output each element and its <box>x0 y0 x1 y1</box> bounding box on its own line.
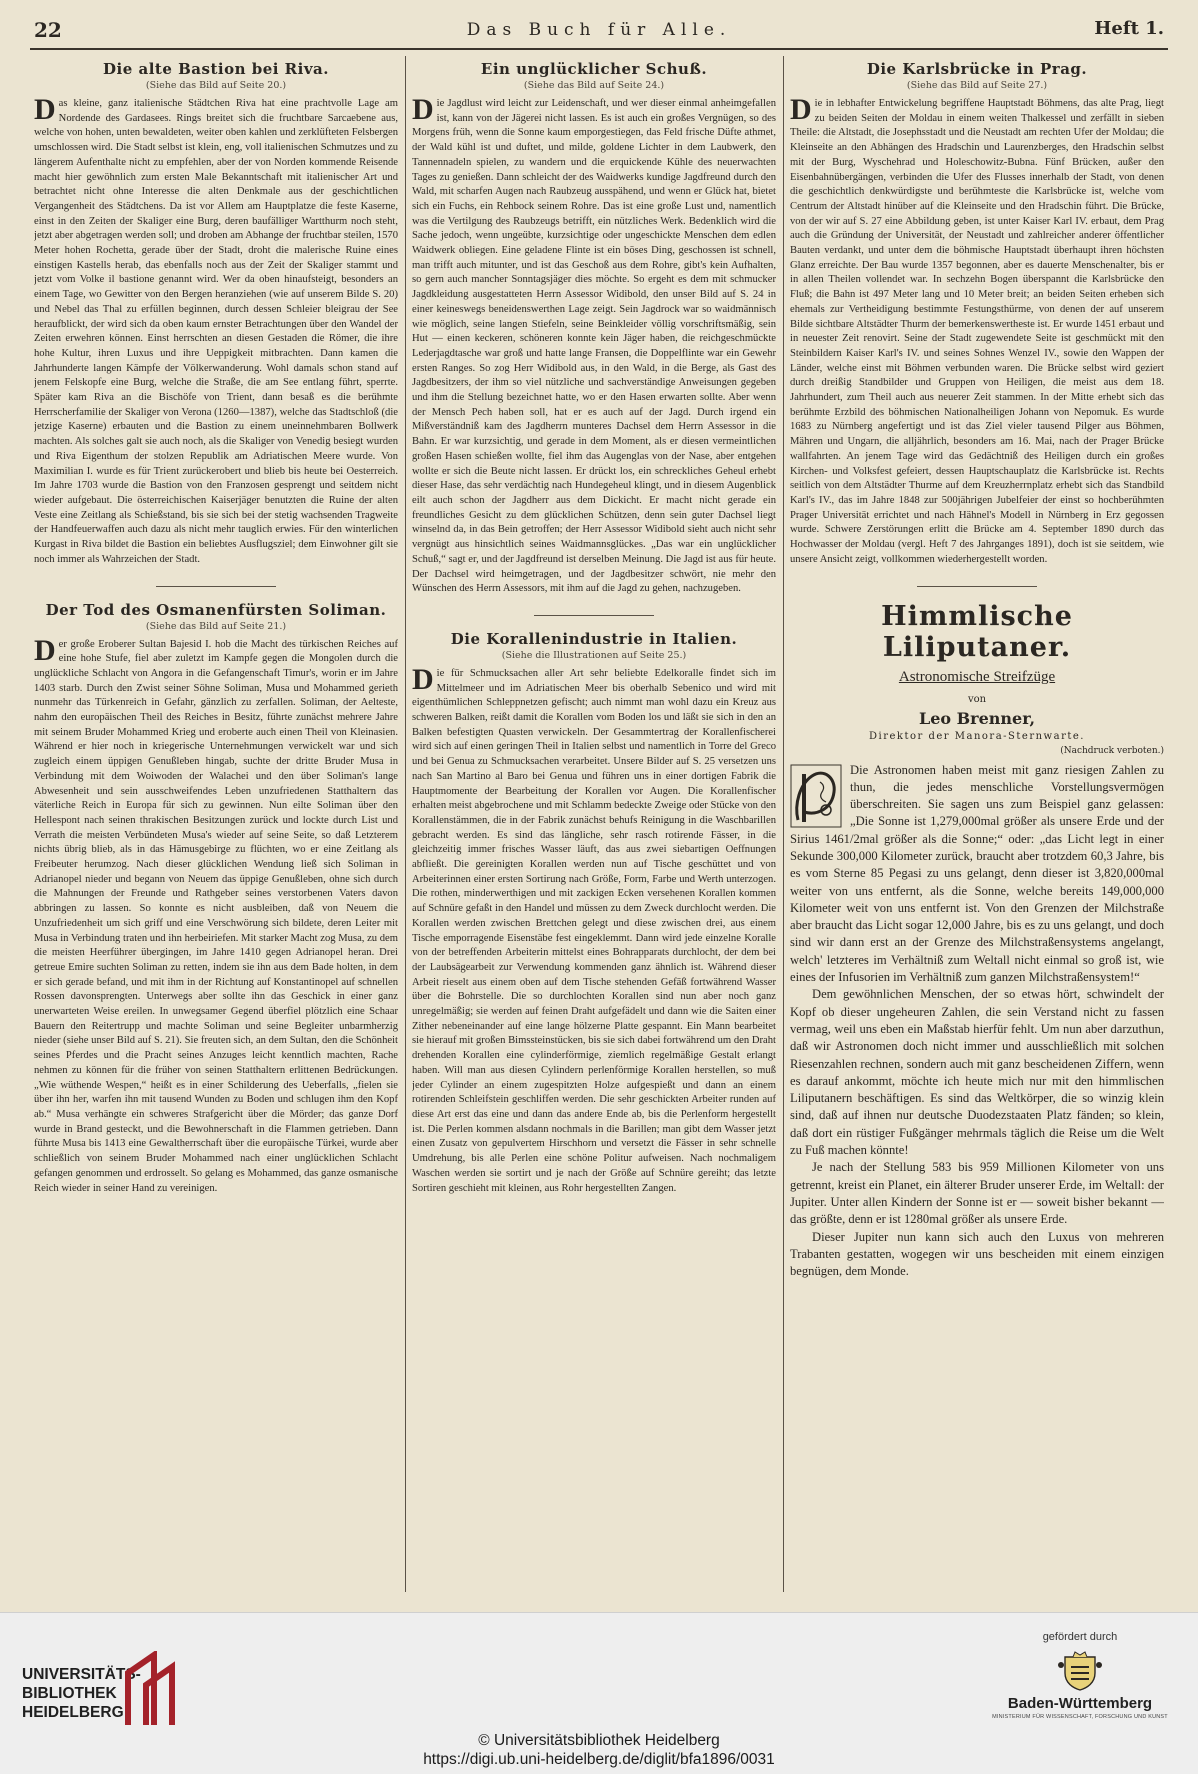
article-body: Die in lebhafter Entwickelung begriffene Hauptstadt Böhmens, das alte Prag, liegt zu beiden Seiten der Moldau in einem weiten Thalkessel und zerfällt in sieben Theile: die Altstadt, die Josephsstadt und die Neustadt am rechten Ufer der Moldau; die Kleinseite an den Abhängen des Hradschin und Laurenzberges, den Hradschin selbst mit der Burg, Wyschehrad und Holeschowitz-Bubna. Fünf Brücken, außer den Eisenbahnübergängen, verbinden die Ufer des Flusses innerhalb der Stadt, von denen die geschichtlich denkwürdigste und berühmteste die Karlsbrücke ist, welche vom Centrum der Altstadt hinüber auf die Kleinseite und den Hradschin führt. Die Brücke, von der wir auf S. 27 eine Abbildung geben, ist unter Kaiser Karl IV. erbaut, dem Prag auch die Gründung der Universität, der Neustadt und zahlreicher anderer öffentlicher Bauten verdankt, und unter dem die böhmische Hauptstadt überhaupt ihren höchsten Glanz erreichte. Der Bau wurde 1357 begonnen, aber es dauerte Menschenalter, bis er in allen Theilen vollendet war. In sechzehn Bogen überspannt die Karlsbrücke den Fluß; die Bahn ist 497 Meter lang und 10 Meter breit; an beiden Seiten erheben sich ehemals zur Vertheidigung bestimmte Festungsthürme, von denen der auf unserem Bilde sichtbare Altstädter Thurm der bemerkenswertheste ist. Er wurde 1451 erbaut und in neuester Zeit renovirt. Seine der Stadt zugewendete Seite ist geschmückt mit den Steinbildern Kaiser Karl's IV. und seines Sohnes Wenzel IV., sowie den Wappen der Länder, welche einst mit Böhmen verbunden waren. Die Brücke selbst wird geziert durch dreißig Standbilder und Gruppen von Heiligen, die meist aus dem 18. Jahrhundert, zum Theil auch aus neuerer Zeit stammen. In der Mitte erhebt sich das berühmte Erzbild des böhmischen Nationalheiligen Johann von Nepomuk. Es wurde 1683 zu Nürnberg angefertigt und ist das Ziel vieler tausend Pilger aus Böhmen, Mähren und Ungarn, die alljährlich, besonders am 16. Mai, nach der Prager Brücke wallfahrten. An jenem Tage wird das Gedächtniß des Heiligen durch ein großes Kirchen- und Volksfest gefeiert, dessen Hauptschauplatz die Karlsbrücke ist. Rechts seitlich von dem Altstädter Thurme auf dem Kreuzherrnplatz erhebt sich das Standbild Karl's IV., das im Jahre 1848 zur 500jährigen Jubelfeier der einst so hochberühmten Prager Universität errichtet und nach Hähnel's Modell in Nürnberg in Erz gegossen wurde. Schwere Zerstörungen erlitt die Brücke am 4. September 1890 durch das Hochwasser der Moldau (vergl. Heft 7 des Jahrganges 1891), doch ist sie seitdem, wie unsere Ansicht zeigt, vollkommen wiederhergestellt worden. <box>790 93 1164 565</box>
feature-title: Himmlische Liliputaner. <box>881 600 1073 663</box>
page-number: 22 <box>34 18 62 42</box>
library-name-line: BIBLIOTHEK <box>22 1685 117 1702</box>
column-divider <box>783 56 784 1592</box>
column-divider <box>405 56 406 1592</box>
article-note: (Siehe das Bild auf Seite 24.) <box>523 80 665 91</box>
article-note: (Siehe das Bild auf Seite 27.) <box>906 80 1048 91</box>
journal-title: Das Buch für Alle. <box>466 20 732 40</box>
article-body: Der große Eroberer Sultan Bajesid I. hob die Macht des türkischen Reiches auf eine hohe Stufe, fiel aber zuletzt im Kampfe gegen die Mongolen durch die unglückliche Schlacht von Angora in die Gefangenschaft Timur's, worin er im Jahre 1403 starb. Durch den Zwist seiner Söhne Soliman, Musa und Mohammed gerieth nunmehr das Türkenreich in Gefahr, gänzlich zu zerfallen. Soliman, der Aelteste, nahm den europäischen Theil des Reiches in Besitz, führte zunächst mehrere Jahre mit seinem Bruder Mohammed Krieg und eroberte auch einen Theil von Kleinasien. Während er hier noch in kriegerische Unternehmungen verwickelt war und sich zugleich einem üppigen Genußleben hingab, suchte der dritte Bruder Musa in Verbindung mit dem Woiwoden der Walachei und den über Soliman's lange Abwesenheit und sein ausschweifendes Leben unzufriedenen Statthaltern das väterliche Reich in Europa für sich zu gewinnen. Nun eilte Soliman über den Hellespont nach seinen thrakischen Besitzungen zurück und lockte durch List und Verrath die meisten Verbündeten Musa's wieder auf seine Seite, so daß Letzterem nichts übrig blieb, als in das Hämusgebirge zu flüchten, wo er eine Zeitlang als Freibeuter herumzog. Nach dieser glücklichen Wendung ließ sich Soliman in Adrianopel nieder und begann von Neuem das üppige Genußleben, ohne sich durch die Mahnungen der Freunde und Rathgeber seines verstorbenen Vaters davon abbringen zu lassen. So konnte es nicht ausbleiben, daß von Neuem die Unzufriedenheit um sich griff und eine Verschwörung sich bildete, deren Leiter mit Musa in Verbindung traten und ihn herbeiriefen. Mit starker Macht zog Musa, zu dem die meisten Heerführer übergingen, im Jahre 1410 gegen Adrianopel heran. Drei getreue Emire suchten Soliman zu retten, indem sie ihn aus dem Bade holten, in dem er sich gerade befand, und mit ihm in der Richtung auf Konstantinopel auf schnellen Rossen davonsprengten. Unterwegs aber sollte ihn das Geschick in einer ganz unerwarteten Weise ereilen. In unwegsamer Gegend überfiel plötzlich eine Schaar Bauern den Reitertrupp und machte Soliman und seine Begleiter unbarmherzig nieder (siehe unser Bild auf S. 21). Sie freuten sich, an dem Sultan, den die Schönheit seines Pferdes und die Pracht seines Anzuges leicht kenntlich machten, Rache nehmen zu können für die früher von seinen Statthaltern erlittenen Bedrückungen. „Wie wüthende Wespen,“ heißt es in einer Schilderung des Ueberfalls, „fielen sie über ihn her, warfen ihn mit tausend Wunden zu Boden und schlugen ihm den Kopf ab.“ Musa verhängte ein schweres Strafgericht über die Mörder; das ganze Dorf wurde in Brand gesteckt, und die Bewohnerschaft in die Flammen getrieben. Dann führte Musa bis 1413 eine Gewaltherrschaft über die europäische Türkei, wurde aber schließlich von seinem Bruder Mohammed nach einer unglücklichen Schlacht gefangen genommen und erdrosselt. So gelang es Mohammed, das ganze osmanische Reich wieder in seiner Hand zu vereinigen. <box>34 633 398 1194</box>
section-separator <box>534 615 654 616</box>
copyright-block <box>0 1731 1198 1769</box>
article-korallen <box>412 630 776 1196</box>
author-name: Leo Brenner, <box>918 708 1036 728</box>
library-footer <box>0 1612 1198 1774</box>
sponsor-name: Baden-Württemberg <box>1007 1695 1153 1712</box>
paragraph: Die Astronomen haben meist mit ganz riesigen Zahlen zu thun, die jedes menschliche Vorstellungsvermögen überschreiten. Sie sagen uns zum Beispiel ganz gelassen: „Die Sonne ist 1,279,000mal größer als unsere Erde und der Sirius 1461/2mal größer als die Sonne;“ oder: „das Licht legt in einer Sekunde 300,000 Kilometer zurück, braucht aber trotzdem 60,3 Jahre, bis es vom Sterne 85 Pegasi zu uns gelangt, denn dieser ist 3,820,000mal weiter von uns entfernt, als die Sonne, welche bereits 149,000,000 Kilometer weit von uns entfernt ist. Von den Grenzen der Milchstraße aber braucht das Licht sogar 12,000 Jahre, bis es zu uns gelangt, und doch sind wir dann erst an der Grenze des Milchstraßensystems angelangt, welch' letzteres im Verhältniß zum Weltall nicht einmal so groß ist, wie eines der Infusorien im Verhältniß zum ganzen Milchstraßensystem!“ <box>790 762 1164 985</box>
library-name-line: HEIDELBERG <box>22 1704 124 1721</box>
source-url[interactable]: https://digi.ub.uni-heidelberg.de/diglit/bfa1896/0031 <box>423 1751 775 1768</box>
page-header <box>30 14 1168 50</box>
reprint-notice: (Nachdruck verboten.) <box>1060 745 1164 756</box>
issue-label: Heft 1. <box>1094 18 1164 39</box>
article-body: Die Jagdlust wird leicht zur Leidenschaft, und wer dieser einmal anheimgefallen ist, kann von der Jägerei nicht lassen. Es ist auch ein großes Vergnügen, so des Morgens früh, wenn die Sonne kaum emporgestiegen, das Feld frische Düfte athmet, der Wald kühl ist und duftet, und milde, goldene Lichter in dem Laubwerk, den Tannennadeln spielen, zu wandern und die erquickende Kühle des neuerwachten Tages zu genießen. Dann schleicht der des Waidwerks kundige Jagdfreund durch den Wald, mit scharfen Augen nach Raubzeug ausspähend, und wenn er Glück hat, bietet sich ein Fuchs, ein Rehbock seinem Rohre. Das ist eine große Lust und, namentlich was die Vertilgung des Raubzeugs betrifft, ein nützliches Werk. Bedenklich wird die Sache jedoch, wenn ungeübte, kurzsichtige oder ungeschickte Menschen dem edlen Waidwerk obliegen. Eine geladene Flinte ist ein böses Ding, geschossen ist schnell, man trifft auch mitunter, und ist das Geschoß aus dem Rohre, gibt's kein Aufhalten, so gern auch mancher Sonntagsjäger dies möchte. So ergeht es dem mit schmucker Jagdkleidung ausgestatteten Herrn Assessor Widibold, den unser Bild auf S. 24 in einer keineswegs beneidenswerthen Lage zeigt. Sein Jagdrock war so waidmännisch wie möglich, seine langen Stiefeln, seine Beinkleider völlig vorschriftsmäßig, sein Hut — einen keckeren, schöneren konnte kein Jäger haben, die reichgeschmückte Lederjagdtasche war groß und hatte lange Fransen, die Doppelflinte war ein Gewehr ersten Ranges. So zog Herr Widibold aus, in den Wald, in die Berge, als Gast des Jagdbesitzers, der ihm so viel nützliche und sachverständige Anweisungen gegeben und ihm die Stellung bezeichnet hatte, wo er den Hasen erwarten sollte. Aber wenn der Mensch Pech haben soll, hat er es auch auf der Jagd. Durch irgend ein Mißverständniß kam des Jagdherrn munteres Dachsel dem Herrn Assessor in die Bahn. Er war kurzsichtig, und gerade in dem Moment, als er diesen vermeintlichen großen Hasen schießen wollte, fiel ihm das Augenglas von der Nase, aber entgehen wollte er sich die Beute nicht lassen. Er drückt los, ein schreckliches Geheul erhebt dieser Hase, das sehr verdächtig nach Hundegeheul klingt, und in diesem Augenblick eilt auch schon der Jagdherr aus dem Dickicht. Er macht nicht gerade ein freundliches Gesicht zu dem glücklichen Schützen, denn sein guter Dachsel liegt winselnd da, in das Bein getroffen; der Herr Assessor Widibold sieht auch nicht sehr vergnügt aus hinsichtlich seines Waidmannsglückes. „Das war ein unglücklicher Schuß,“ sagt er, und der Jagdfreund ist derselben Meinung. Die Jagd ist aus für heute. Der Dachsel wird heimgetragen, und der Jagdbesitzer schwört, nie mehr den Wünschen des Herrn Assessors, mit ihm auf die Jagd zu gehen, nachzugeben. <box>412 93 776 595</box>
paragraph: Je nach der Stellung 583 bis 959 Millionen Kilometer von uns getrennt, kreist ein Planet, ein älterer Bruder unserer Erde, im Weltall: der Jupiter. Unter allen Kindern der Sonne ist er — soweit bisher bekannt — das größte, denn er ist 1280mal größer als unsere Erde. <box>790 1160 1164 1227</box>
author-role: Direktor der Manora-Sternwarte. <box>869 730 1085 742</box>
article-riva <box>34 60 398 568</box>
library-logo-icon <box>124 1651 182 1727</box>
article-liliputaner <box>790 601 1164 1281</box>
article-note: (Siehe das Bild auf Seite 20.) <box>145 80 287 91</box>
paragraph: Dem gewöhnlichen Menschen, der so etwas hört, schwindelt der Kopf ob dieser ungeheuren Zahlen, die sein Verstand nicht zu fassen vermag, weil uns eben ein Maßstab hierfür fehlt. Um nun aber darzuthun, daß wir Astronomen doch nicht immer und ausschließlich mit solchen Riesenzahlen rechnen, sondern auch mit ganz bescheidenen Ziffern, wenn es darauf ankommt, möchte ich heute mich nur mit den himmlischen Liliputanern beschäftigen. Es sind das Weltkörper, die so winzig klein sind, daß auf ihnen nur deutsche Duodezstaaten Platz fänden; so klein, daß dort ein rüstiger Fußgänger mehrmals täglich die Reise um die Welt zu Fuß machen könnte! <box>790 987 1164 1158</box>
copyright-text: © Universitätsbibliothek Heidelberg <box>478 1732 720 1749</box>
feature-body <box>790 762 1164 1281</box>
sponsor-block <box>990 1631 1170 1720</box>
byline-von: von <box>967 693 987 705</box>
article-title: Ein unglücklicher Schuß. <box>480 60 708 78</box>
article-soliman <box>34 601 398 1197</box>
article-note: (Siehe die Illustrationen auf Seite 25.) <box>501 649 687 661</box>
column-middle <box>412 56 776 1592</box>
article-schuss <box>412 60 776 597</box>
state-crest-icon <box>1057 1651 1103 1691</box>
section-separator <box>917 586 1037 587</box>
article-title: Die Korallenindustrie in Italien. <box>450 629 738 648</box>
article-title: Die alte Bastion bei Riva. <box>103 60 329 78</box>
article-body: Das kleine, ganz italienische Städtchen Riva hat eine prachtvolle Lage am Nordende des Gardasees. Rings breitet sich die fruchtbare Sarcaebene aus, welche von hohen, unten bewaldeten, weiter oben kahlen und zerklüfteten Felsbergen umschlossen wird. Die Stadt selbst ist klein, eng, voll italienischen Schmutzes und zu längerem Aufenthalte nicht zu empfehlen, aber der von Norden kommende Reisende macht hier gewöhnlich zum ersten Male Bekanntschaft mit italienischer Art und betrachtet nicht ohne Interesse die alten Denkmale aus der geschichtlichen Vergangenheit des Städtchens. Da ist vor Allem am Hauptplatze die feste Kaserne, einst in den Zeiten der Skaliger eine Burg, deren baufälliger Wartthurm noch steht, jetzt aber abgetragen werden soll; und droben am Abhange der fruchtbar steilen, 1570 Meter hohen Rochetta, gerade über der Stadt, droht die malerische Ruine eines einstigen Kastells herab, das ebenfalls noch aus der Zeit der Skaliger stammt und jetzt vom Volke il bastione genannt wird. Wer da oben hinaufsteigt, besonders an einem Tage, wo Gewitter von den Bergen heranziehen (wie auf unserem Bilde S. 20) und Nebel das Thal zu erfüllen beginnen, durch dessen Schleier bleigrau der See heraufblickt, der wird sich da oben kaum ernster Betrachtungen über den Wandel der Zeiten erwehren können. Einst herrschten an diesen Gestaden die Römer, die ihre hohe Kultur, ihren Luxus und ihre Ueppigkeit mitbrachten. Dann kamen die Jahrhunderte langen Kämpfe der Völkerwanderung. Wohl damals schon stand auf jenem Felskopfe eine Burg, welche die Straße, die am See entlang führt, sperrte. Später kam Riva an die Bischöfe von Trient, dann besaß es die berühmte Herrscherfamilie der Skaliger von Verona (1260—1387), welche das Stadtschloß (die jetzige Kaserne) erbauten und die Bastion zu einem uneinnehmbaren Bollwerk machten. Als solches galt sie auch noch, als die Skaliger von Venedig besiegt wurden und Riva Eigenthum der stolzen Republik am Adriatischen Meere wurde. Von Maximilian I. wurde es für Trient zurückerobert und blieb bis heute bei Oesterreich. Im Jahre 1703 wurde die Bastion von den Franzosen gesprengt und seitdem nicht wieder aufgebaut. Die österreichischen Kaiserjäger benutzten die Ruine der alten Veste eine Zeitlang als Schießstand, bis sie sich bei der stetig wachsenden Tragweite der Handfeuerwaffen auch dazu als nicht mehr tauglich erwies. Für den winterlichen Kurgast in Riva bildet die Bastion ein beliebtes Ausflugsziel; dem Einwohner gilt sie noch immer als Wahrzeichen der Stadt. <box>34 93 398 565</box>
column-left <box>34 56 398 1592</box>
section-separator <box>156 586 276 587</box>
article-title: Die Karlsbrücke in Prag. <box>866 60 1088 78</box>
feature-subtitle: Astronomische Streifzüge <box>898 668 1056 685</box>
column-right <box>790 56 1164 1592</box>
paragraph: Dieser Jupiter nun kann sich auch den Luxus von mehreren Trabanten gestatten, wogegen wir uns bescheiden mit einem einzigen begnügen, dem Monde. <box>790 1229 1164 1279</box>
library-name-line: UNIVERSITÄTS- <box>22 1666 141 1683</box>
sponsor-label: gefördert durch <box>1042 1631 1118 1643</box>
ornamental-initial-icon <box>790 764 842 828</box>
article-title: Der Tod des Osmanenfürsten Soliman. <box>45 600 387 619</box>
ministry-name: MINISTERIUM FÜR WISSENSCHAFT, FORSCHUNG UND KUNST <box>992 1714 1168 1720</box>
article-body: Die für Schmucksachen aller Art sehr beliebte Edelkoralle findet sich im Mittelmeer und im Adriatischen Meer bis oberhalb Sebenico und wird mit eigenthümlichen Schleppnetzen gefischt; auch nimmt man wohl dazu ein Kreuz aus schweren Balken, reißt damit die Korallen vom Boden los und läßt sie sich in den an Balken befestigten Quasten verwickeln. Der Gesammtertrag der Korallenfischerei wird sich auf einen geringen Theil in Italien selbst und namentlich in Torre del Greco und bei Genua zu Schmucksachen verarbeitet. Unsere Bilder auf S. 25 versetzen uns nach San Martino al Baro bei Genua und führen uns in einer dortigen Fabrik die Hauptmomente der Bearbeitung der Korallen vor Augen. Die Korallenfischer erhalten meist abgebrochene und mit Schlamm bedeckte Zweige oder Stücke von den Korallenstämmen, die in der Fabrik zunächst behufs Reinigung in die Waschbarillen gebracht werden. Es sind das längliche, sehr rasch rotirende Fässer, in die gleichzeitig immer frisches Wasser läuft, das aus zwei siebartigen Oeffnungen abfließt. Die gereinigten Korallen werden nun auf Tische geschüttet und von Arbeiterinnen einer ersten Sortirung nach Größe, Form, Farbe und Werth unterzogen. Die rothen, minderwerthigen und mit zackigen Ecken versehenen Korallen kommen auf Schnüre gefaßt in den Handel und müssen zu dem Zweck durchlocht werden. Die Korallen werden zwischen Brettchen gelegt und diese zwischen drei, aus einem Tische emporragende Eisenstäbe fest eingeklemmt. Dann wird jede einzelne Koralle von der betreffenden Arbeiterin mittelst eines Bohrapparats durchlocht, der dem bei der Laubsägearbeit zur Verwendung kommenden ganz ähnlich ist. Während dieser Arbeit rieselt aus einem oben auf dem Tische stehenden Gefäß fortwährend Wasser über die Bohrstelle. Die so durchlochten Korallen sind nun aber noch ganz unregelmäßig; sie werden auf feinen Draht aufgefädelt und dann wie die Saiten einer Zither nebeneinander auf eine lange hölzerne Platte gespannt. Ein Mann bearbeitet sie hierauf mit großen Bimssteinstücken, bis sie sich dabei fortwährend um den Draht drehenden Korallen eine cylinderförmige, ziemlich regelmäßige Gestalt erlangt haben. Will man aus diesen Cylindern perlenförmige Korallen herstellen, so muß jeder Cylinder an einem zugespitzten Holze aufgespießt und dann an einem rotirenden Schleifstein geschliffen werden. Die sehr geschickten Arbeiter runden auf diese Art erst das eine und dann das andere Ende ab, bis die Perlenform hergestellt ist. Die Perlen kommen alsdann nochmals in die Barillen; man gibt dem Wasser jetzt einen Zusatz von gepulvertem Hirschhorn und versetzt die Fässer in sehr schnelle Umdrehung, bis alle Perlen eine schöne Politur aufweisen. Nach nochmaligem Waschen werden sie sortirt und je nach der Größe auf Schnüre gereiht; das letzte Sortiren geschieht mit kleinen, aus Rohr hergestellten Zangen. <box>412 662 776 1194</box>
article-karlsbruecke <box>790 60 1164 568</box>
article-note: (Siehe das Bild auf Seite 21.) <box>145 620 287 632</box>
